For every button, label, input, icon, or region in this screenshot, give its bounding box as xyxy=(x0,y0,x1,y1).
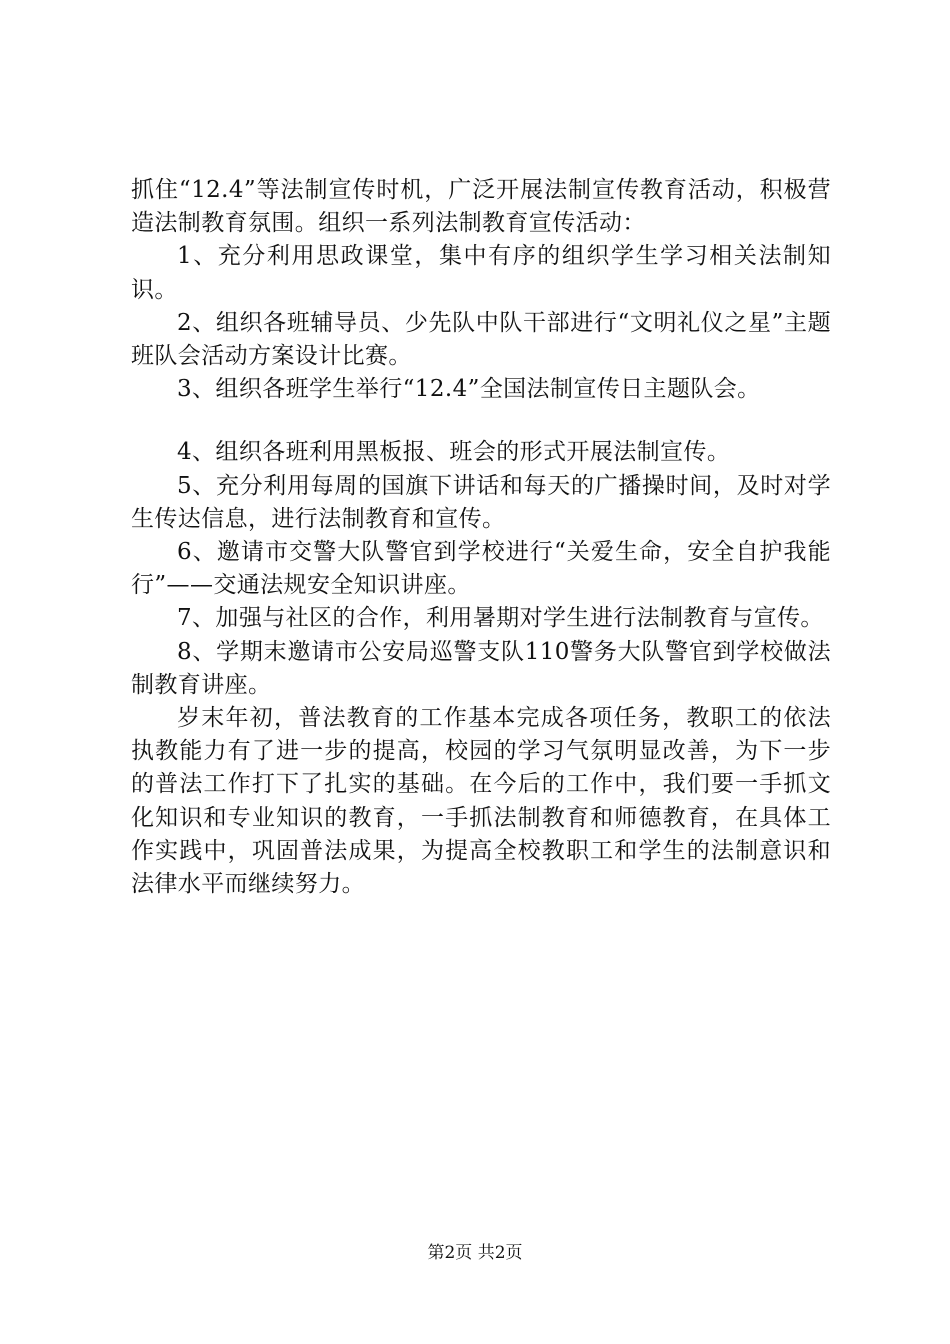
list-item-8: 8、学期末邀请市公安局巡警支队110警务大队警官到学校做法制教育讲座。 xyxy=(131,638,831,698)
document-body xyxy=(131,174,831,901)
page-number-footer: 第2页 共2页 xyxy=(427,1243,523,1263)
list-item-5: 5、充分利用每周的国旗下讲话和每天的广播操时间，及时对学生传达信息，进行法制教育和宣传。 xyxy=(131,472,831,532)
paragraph-conclusion: 岁末年初，普法教育的工作基本完成各项任务，教职工的依法执教能力有了进一步的提高，校园的学习气氛明显改善，为下一步的普法工作打下了扎实的基础。在今后的工作中，我们要一手抓文化知识和专业知识的教育，一手抓法制教育和师德教育，在具体工作实践中，巩固普法成果，为提高全校教职工和学生的法制意识和法律水平而继续努力。 xyxy=(131,705,831,898)
list-item-2: 2、组织各班辅导员、少先队中队干部进行“文明礼仪之星”主题班队会活动方案设计比赛。 xyxy=(131,309,831,370)
paragraph-intro: 抓住“12.4”等法制宣传时机，广泛开展法制宣传教育活动，积极营造法制教育氛围。组织一系列法制教育宣传活动： xyxy=(131,177,831,237)
list-item-7: 7、加强与社区的合作，利用暑期对学生进行法制教育与宣传。 xyxy=(177,605,824,632)
list-item-1: 1、充分利用思政课堂，集中有序的组织学生学习相关法制知识。 xyxy=(131,243,831,303)
list-item-3: 3、组织各班学生举行“12.4”全国法制宣传日主题队会。 xyxy=(177,376,761,403)
list-item-6: 6、邀请市交警大队警官到学校进行“关爱生命，安全自护我能行”——交通法规安全知识讲座。 xyxy=(131,539,831,599)
list-item-4: 4、组织各班利用黑板报、班会的形式开展法制宣传。 xyxy=(177,439,731,466)
